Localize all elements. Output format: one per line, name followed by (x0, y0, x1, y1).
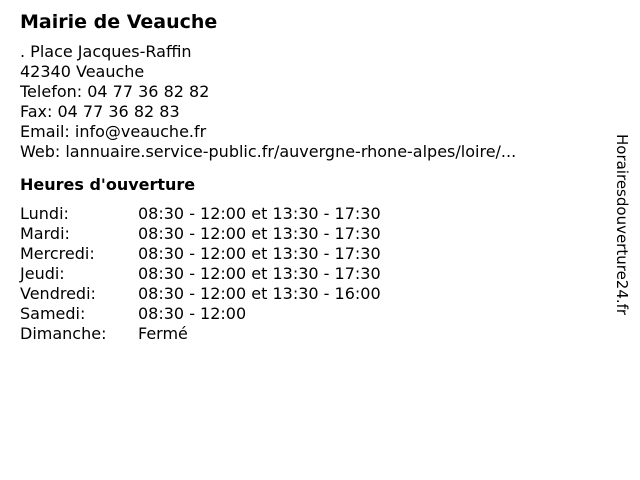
hours-row (20, 244, 600, 264)
day-label: Mardi: (20, 224, 70, 243)
time-range: 08:30 - 12:00 et 13:30 - 16:00 (138, 284, 381, 303)
opening-hours-table (20, 204, 600, 344)
time-range: 08:30 - 12:00 et 13:30 - 17:30 (138, 244, 381, 263)
day-label: Lundi: (20, 204, 69, 223)
business-card (20, 10, 600, 344)
hours-row (20, 324, 600, 344)
fax-number: Fax: 04 77 36 82 83 (20, 102, 180, 121)
street-address: . Place Jacques-Raffin (20, 42, 192, 61)
address-block (20, 42, 600, 162)
time-range: 08:30 - 12:00 et 13:30 - 17:30 (138, 204, 381, 223)
website-url: Web: lannuaire.service-public.fr/auvergne-rhone-alpes/loire/... (20, 142, 517, 161)
phone-number: Telefon: 04 77 36 82 82 (20, 82, 210, 101)
opening-hours-heading: Heures d'ouverture (20, 175, 196, 194)
postal-city: 42340 Veauche (20, 62, 145, 81)
site-watermark: Horairesdouverture24.fr (613, 134, 631, 316)
hours-row (20, 224, 600, 244)
day-label: Jeudi: (20, 264, 65, 283)
hours-row (20, 264, 600, 284)
page-title: Mairie de Veauche (20, 11, 218, 33)
time-range: Fermé (138, 324, 188, 343)
time-range: 08:30 - 12:00 et 13:30 - 17:30 (138, 224, 381, 243)
day-label: Samedi: (20, 304, 86, 323)
time-range: 08:30 - 12:00 et 13:30 - 17:30 (138, 264, 381, 283)
day-label: Vendredi: (20, 284, 96, 303)
hours-row (20, 284, 600, 304)
email-address: Email: info@veauche.fr (20, 122, 207, 141)
day-label: Mercredi: (20, 244, 95, 263)
hours-row (20, 304, 600, 324)
day-label: Dimanche: (20, 324, 107, 343)
hours-row (20, 204, 600, 224)
time-range: 08:30 - 12:00 (138, 304, 247, 323)
